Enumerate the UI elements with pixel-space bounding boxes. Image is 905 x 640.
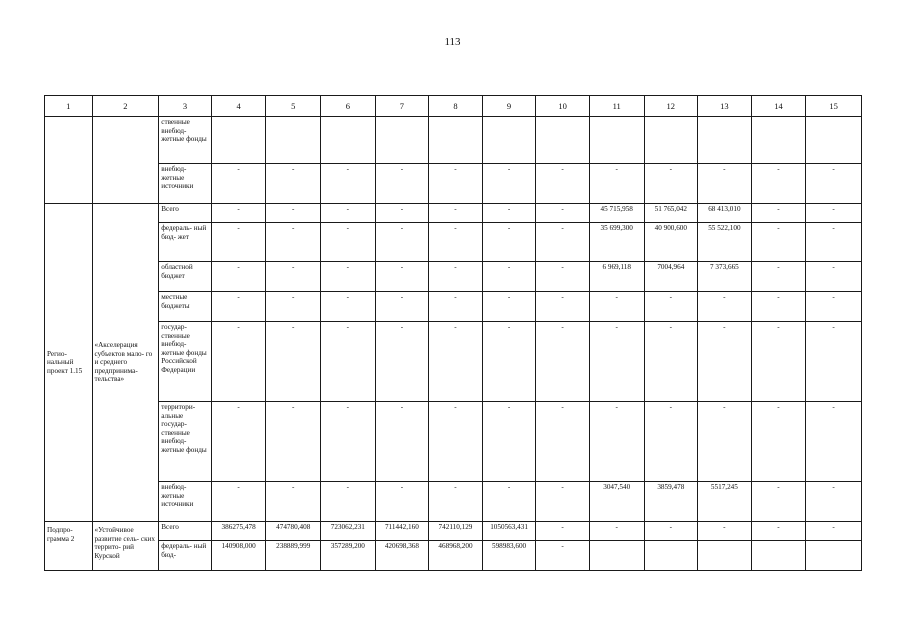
column-header: 5 (266, 96, 321, 117)
value-cell: - (211, 262, 266, 292)
value-cell: - (536, 292, 590, 322)
value-cell: - (321, 223, 376, 262)
project-code-cell: Регио- нальный проект 1.15 (45, 204, 93, 522)
value-cell: - (321, 204, 376, 223)
subprogram-name-cell: «Устойчивое развитие сель- ских террито- рий Курской (92, 522, 159, 571)
value-cell: - (698, 322, 752, 402)
value-cell: 3859,478 (644, 482, 698, 522)
value-cell: 140908,000 (211, 541, 266, 571)
value-cell (589, 117, 644, 164)
table-row (45, 204, 862, 223)
value-cell: - (644, 402, 698, 482)
funding-source-cell: ственные внебюд- жетные фонды (159, 117, 212, 164)
value-cell: - (375, 482, 429, 522)
value-cell: - (211, 322, 266, 402)
name-cell (92, 117, 159, 204)
page-number: 113 (444, 36, 461, 48)
table-row (45, 223, 862, 262)
value-cell: 723062,231 (321, 522, 376, 541)
value-cell: - (375, 322, 429, 402)
value-cell: - (698, 292, 752, 322)
value-cell: - (751, 292, 806, 322)
value-cell: - (375, 164, 429, 204)
value-cell (482, 117, 536, 164)
table-row (45, 117, 862, 164)
value-cell: - (536, 522, 590, 541)
table-row (45, 262, 862, 292)
value-cell: - (589, 292, 644, 322)
value-cell: - (589, 402, 644, 482)
value-cell (211, 117, 266, 164)
value-cell (806, 541, 862, 571)
value-cell: - (806, 204, 862, 223)
value-cell: - (266, 322, 321, 402)
value-cell: - (211, 482, 266, 522)
value-cell: - (536, 402, 590, 482)
value-cell: - (321, 322, 376, 402)
column-header: 15 (806, 96, 862, 117)
value-cell: - (806, 223, 862, 262)
value-cell (589, 541, 644, 571)
value-cell: - (321, 262, 376, 292)
column-header: 8 (429, 96, 483, 117)
value-cell (321, 117, 376, 164)
value-cell: - (698, 522, 752, 541)
value-cell: - (536, 164, 590, 204)
value-cell: - (321, 292, 376, 322)
value-cell: - (536, 204, 590, 223)
value-cell: - (806, 292, 862, 322)
value-cell: - (806, 402, 862, 482)
value-cell (375, 117, 429, 164)
value-cell: - (806, 522, 862, 541)
value-cell: 742110,129 (429, 522, 483, 541)
value-cell: 238889,999 (266, 541, 321, 571)
value-cell: - (698, 164, 752, 204)
value-cell: - (751, 262, 806, 292)
value-cell (266, 117, 321, 164)
value-cell: - (211, 164, 266, 204)
column-header: 9 (482, 96, 536, 117)
value-cell: 55 522,100 (698, 223, 752, 262)
budget-table (44, 95, 862, 571)
value-cell: - (429, 322, 483, 402)
value-cell: - (375, 204, 429, 223)
value-cell: - (536, 482, 590, 522)
funding-source-cell: Всего (159, 522, 212, 541)
value-cell: - (751, 223, 806, 262)
value-cell: - (266, 204, 321, 223)
value-cell: - (536, 262, 590, 292)
value-cell: - (211, 402, 266, 482)
value-cell: - (375, 292, 429, 322)
value-cell: 468968,200 (429, 541, 483, 571)
value-cell: - (698, 402, 752, 482)
value-cell: - (482, 322, 536, 402)
column-header: 4 (211, 96, 266, 117)
value-cell: - (375, 262, 429, 292)
value-cell: - (644, 522, 698, 541)
value-cell: - (751, 322, 806, 402)
value-cell (751, 117, 806, 164)
value-cell: - (751, 402, 806, 482)
value-cell: - (536, 223, 590, 262)
table-row (45, 541, 862, 571)
value-cell: 68 413,010 (698, 204, 752, 223)
value-cell: - (751, 482, 806, 522)
value-cell: 7 373,665 (698, 262, 752, 292)
funding-source-cell: внебюд- жетные источники (159, 164, 212, 204)
column-header: 14 (751, 96, 806, 117)
funding-source-cell: областной бюджет (159, 262, 212, 292)
value-cell: - (321, 164, 376, 204)
header-row (45, 96, 862, 117)
value-cell: 357289,200 (321, 541, 376, 571)
value-cell: - (644, 322, 698, 402)
value-cell: 1050563,431 (482, 522, 536, 541)
value-cell: - (536, 322, 590, 402)
table-row (45, 482, 862, 522)
funding-source-cell: Всего (159, 204, 212, 223)
funding-source-cell: федераль- ный бюд- жет (159, 223, 212, 262)
value-cell: - (266, 482, 321, 522)
value-cell: 35 699,300 (589, 223, 644, 262)
funding-source-cell: федераль- ный бюд- (159, 541, 212, 571)
value-cell: - (751, 164, 806, 204)
value-cell: - (211, 223, 266, 262)
value-cell: - (806, 262, 862, 292)
value-cell: - (266, 292, 321, 322)
value-cell: - (806, 482, 862, 522)
table-row (45, 164, 862, 204)
table-row (45, 322, 862, 402)
value-cell (698, 541, 752, 571)
value-cell (536, 117, 590, 164)
column-header: 12 (644, 96, 698, 117)
value-cell: - (482, 262, 536, 292)
column-header: 7 (375, 96, 429, 117)
value-cell (644, 117, 698, 164)
value-cell: - (644, 164, 698, 204)
column-header: 2 (92, 96, 159, 117)
value-cell: - (266, 223, 321, 262)
value-cell: - (266, 164, 321, 204)
value-cell: 51 765,042 (644, 204, 698, 223)
subprogram-code-cell: Подпро- грамма 2 (45, 522, 93, 571)
value-cell: 420698,368 (375, 541, 429, 571)
funding-source-cell: территори- альные государ- ственные внебюд- жетные фонды (159, 402, 212, 482)
value-cell: 45 715,958 (589, 204, 644, 223)
column-header: 10 (536, 96, 590, 117)
value-cell: - (321, 482, 376, 522)
value-cell: 7004,964 (644, 262, 698, 292)
column-header: 11 (589, 96, 644, 117)
value-cell: 3047,540 (589, 482, 644, 522)
value-cell: - (482, 204, 536, 223)
value-cell: - (266, 402, 321, 482)
value-cell: - (429, 223, 483, 262)
value-cell: - (429, 262, 483, 292)
column-header: 3 (159, 96, 212, 117)
value-cell: - (536, 541, 590, 571)
column-header: 1 (45, 96, 93, 117)
value-cell (698, 117, 752, 164)
value-cell: - (321, 402, 376, 482)
value-cell: 386275,478 (211, 522, 266, 541)
project-name-cell: «Акселерация субъектов мало- го и среднего предпринима- тельства» (92, 204, 159, 522)
value-cell: - (589, 322, 644, 402)
value-cell: - (429, 402, 483, 482)
table-row (45, 292, 862, 322)
value-cell: - (429, 164, 483, 204)
value-cell: - (589, 522, 644, 541)
value-cell: - (589, 164, 644, 204)
column-header: 13 (698, 96, 752, 117)
value-cell: 6 969,118 (589, 262, 644, 292)
value-cell: - (482, 292, 536, 322)
value-cell: - (429, 204, 483, 223)
value-cell: - (751, 522, 806, 541)
value-cell: - (482, 482, 536, 522)
value-cell (644, 541, 698, 571)
funding-source-cell: внебюд- жетные источники (159, 482, 212, 522)
value-cell: - (644, 292, 698, 322)
value-cell: - (806, 322, 862, 402)
code-cell (45, 117, 93, 204)
value-cell: - (211, 204, 266, 223)
table-row (45, 522, 862, 541)
value-cell: - (429, 482, 483, 522)
value-cell (806, 117, 862, 164)
value-cell: - (266, 262, 321, 292)
value-cell: 711442,160 (375, 522, 429, 541)
value-cell: 5517,245 (698, 482, 752, 522)
value-cell: - (375, 402, 429, 482)
value-cell: - (482, 223, 536, 262)
column-header: 6 (321, 96, 376, 117)
value-cell: 598983,600 (482, 541, 536, 571)
value-cell: 40 900,600 (644, 223, 698, 262)
value-cell (429, 117, 483, 164)
value-cell (751, 541, 806, 571)
value-cell: - (429, 292, 483, 322)
table-row (45, 402, 862, 482)
value-cell: 474780,408 (266, 522, 321, 541)
funding-source-cell: государ- ственные внебюд- жетные фонды Российской Федерации (159, 322, 212, 402)
value-cell: - (806, 164, 862, 204)
value-cell: - (482, 402, 536, 482)
value-cell: - (751, 204, 806, 223)
funding-source-cell: местные бюджеты (159, 292, 212, 322)
value-cell: - (375, 223, 429, 262)
value-cell: - (211, 292, 266, 322)
value-cell: - (482, 164, 536, 204)
